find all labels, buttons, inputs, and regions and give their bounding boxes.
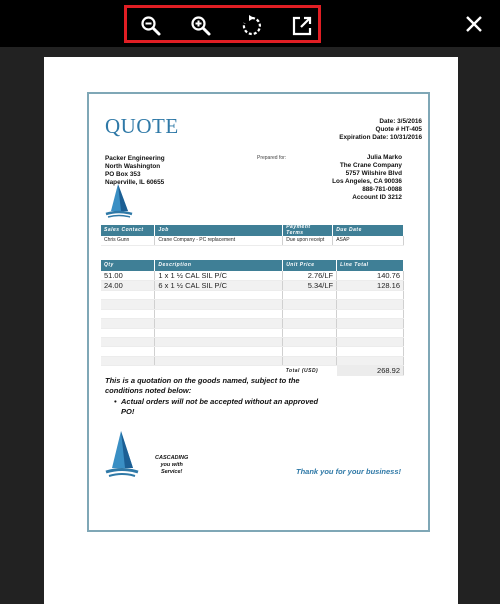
slogan-line: CASCADING bbox=[155, 455, 189, 461]
total-value: 268.92 bbox=[337, 366, 404, 376]
quote-number: Quote # HT-405 bbox=[375, 126, 422, 133]
info-header: Sales Contact bbox=[101, 225, 155, 236]
info-header: Payment Terms bbox=[283, 225, 333, 236]
from-line: North Washington bbox=[105, 163, 161, 170]
table-row bbox=[101, 347, 404, 356]
info-header: Due Date bbox=[333, 225, 404, 236]
table-row bbox=[101, 300, 404, 309]
item-line-total: 128.16 bbox=[337, 281, 404, 291]
item-unit-price: 5.34/LF bbox=[283, 281, 337, 291]
condition-item: Actual orders will not be accepted without an approved PO! bbox=[121, 397, 319, 416]
company-logo-large bbox=[104, 430, 140, 483]
item-header: Description bbox=[155, 260, 283, 271]
item-unit-price: 2.76/LF bbox=[283, 271, 337, 281]
document-page bbox=[44, 57, 458, 604]
to-address bbox=[332, 154, 402, 202]
quote-title: QUOTE bbox=[105, 114, 179, 138]
table-row bbox=[101, 337, 404, 346]
table-row bbox=[101, 309, 404, 318]
slogan bbox=[155, 455, 188, 476]
info-cell: Due upon receipt bbox=[283, 236, 333, 245]
zoom-in-icon[interactable] bbox=[189, 14, 213, 38]
slogan-line: you with bbox=[160, 462, 183, 468]
close-icon[interactable] bbox=[462, 12, 486, 36]
total-label: Total (USD) bbox=[283, 366, 337, 376]
bullet-icon: • bbox=[114, 397, 117, 406]
zoom-out-icon[interactable] bbox=[139, 14, 163, 38]
item-qty: 24.00 bbox=[101, 281, 155, 291]
quote-meta bbox=[339, 118, 422, 142]
quotation-note: This is a quotation on the goods named, subject to the conditions noted below: bbox=[105, 376, 300, 395]
document-viewer[interactable] bbox=[0, 47, 500, 604]
from-line: PO Box 353 bbox=[105, 171, 141, 178]
item-qty: 51.00 bbox=[101, 271, 155, 281]
to-line: The Crane Company bbox=[339, 162, 402, 169]
to-line: Account ID 3212 bbox=[352, 194, 402, 201]
info-header: Job bbox=[155, 225, 283, 236]
item-description: 1 x 1 ½ CAL SIL P/C bbox=[155, 271, 283, 281]
to-line: Los Angeles, CA 90036 bbox=[332, 178, 402, 185]
table-row bbox=[101, 281, 404, 291]
table-row bbox=[101, 356, 404, 365]
to-line: Julia Marko bbox=[366, 154, 402, 161]
from-line: Packer Engineering bbox=[105, 155, 165, 162]
to-line: 888-781-0088 bbox=[362, 186, 402, 193]
quote-expiration: Expiration Date: 10/31/2016 bbox=[339, 134, 422, 141]
prepared-for-label: Prepared for: bbox=[257, 155, 287, 161]
table-row bbox=[101, 271, 404, 281]
info-cell: Crane Company - PC replacement bbox=[155, 236, 283, 245]
info-table bbox=[101, 225, 404, 246]
viewer-toolbar bbox=[0, 0, 500, 47]
item-header: Qty bbox=[101, 260, 155, 271]
thank-you-text: Thank you for your business! bbox=[295, 467, 401, 476]
table-row bbox=[101, 319, 404, 328]
tool-group-highlight bbox=[124, 5, 321, 43]
info-cell: ASAP bbox=[333, 236, 404, 245]
items-table bbox=[101, 260, 404, 376]
open-external-icon[interactable] bbox=[290, 14, 314, 38]
table-row bbox=[101, 291, 404, 300]
slogan-line: Service! bbox=[160, 469, 183, 475]
item-description: 6 x 1 ½ CAL SIL P/C bbox=[155, 281, 283, 291]
quote-document bbox=[87, 92, 430, 532]
rotate-icon[interactable] bbox=[240, 14, 264, 38]
item-header: Unit Price bbox=[283, 260, 337, 271]
item-line-total: 140.76 bbox=[337, 271, 404, 281]
to-line: 5757 Wilshire Blvd bbox=[345, 170, 402, 177]
from-line: Naperville, IL 60655 bbox=[105, 179, 165, 186]
table-row bbox=[101, 328, 404, 337]
item-header: Line Total bbox=[337, 260, 404, 271]
company-logo bbox=[104, 183, 134, 223]
conditions-list bbox=[114, 397, 321, 416]
quote-date: Date: 3/5/2016 bbox=[379, 118, 422, 125]
info-cell: Chris Gunn bbox=[101, 236, 155, 245]
